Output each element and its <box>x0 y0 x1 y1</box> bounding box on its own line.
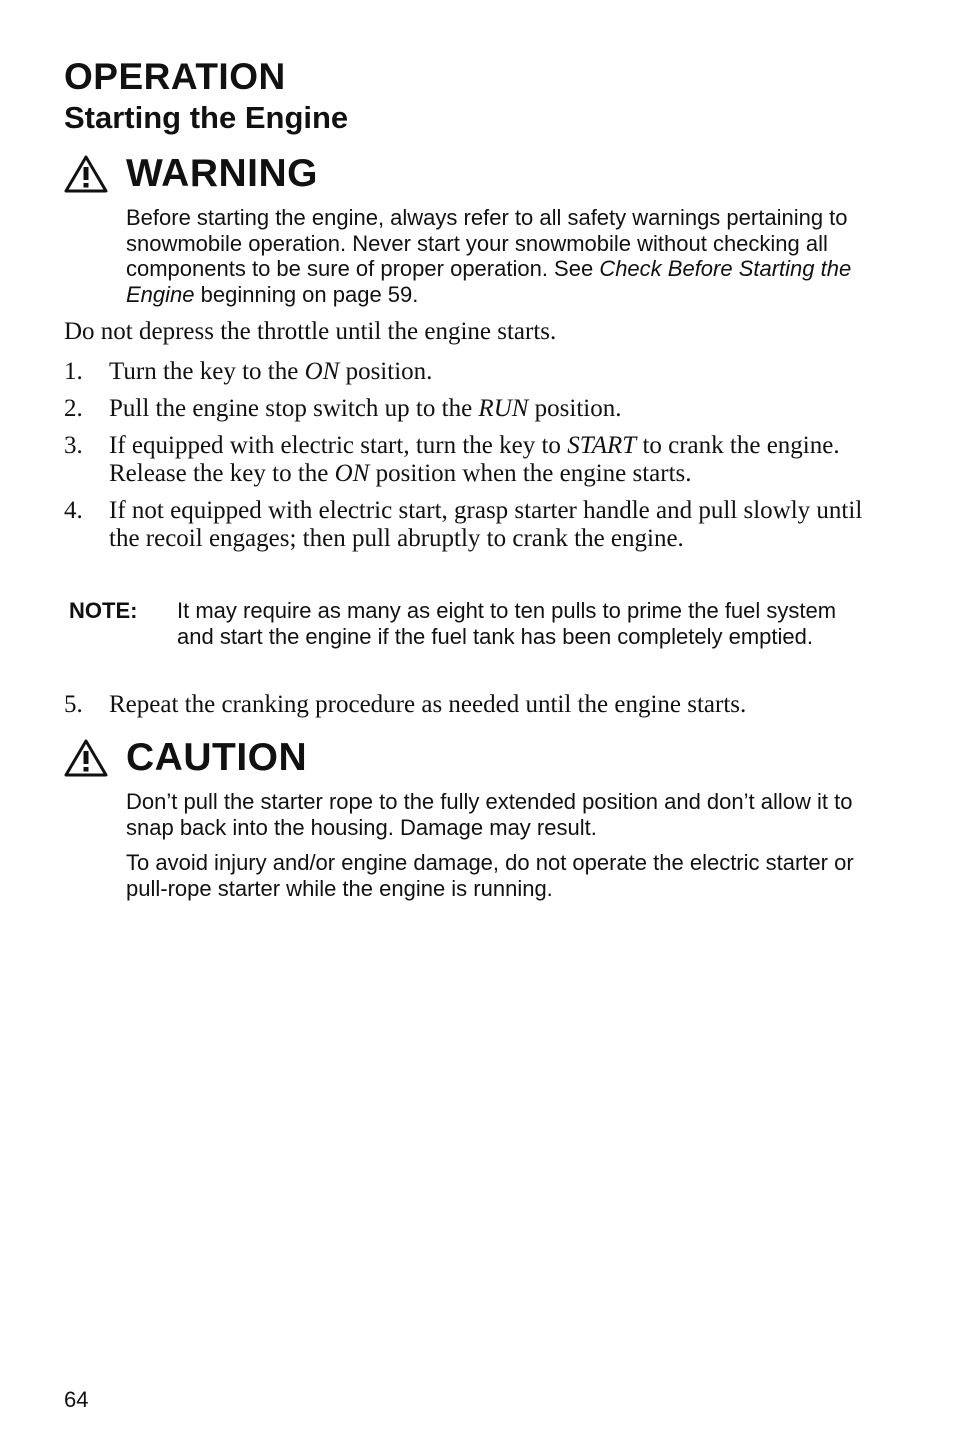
note-block <box>69 598 869 649</box>
section-title: OPERATION <box>64 56 286 97</box>
step-text: If equipped with electric start, turn the key to START to crank the engine. Release the key to the ON position when the engine starts. <box>109 432 840 487</box>
step-text: Turn the key to the ON position. <box>109 358 433 385</box>
list-item <box>64 497 874 553</box>
caution-body <box>126 789 871 901</box>
step-number: 5. <box>64 691 83 718</box>
list-item <box>64 691 874 719</box>
page-number: 64 <box>64 1387 89 1412</box>
step-number: 1. <box>64 358 83 385</box>
step-text: Pull the engine stop switch up to the RUN position. <box>109 395 622 422</box>
step-number: 3. <box>64 432 83 459</box>
warning-text: Before starting the engine, always refer to all safety warnings pertaining to snowmobile operation. Never start your snowmobile without checking all components to be sure of proper operation. See Check Before Starting the Engine beginning on page 59. <box>126 205 852 307</box>
warning-label: WARNING <box>126 152 318 195</box>
warning-triangle-icon <box>64 155 108 193</box>
step-number: 4. <box>64 497 83 524</box>
step-number: 2. <box>64 395 83 422</box>
caution-triangle-icon <box>64 739 108 777</box>
caution-header <box>64 736 307 780</box>
caution-paragraph: Don’t pull the starter rope to the fully extended position and don’t allow it to snap back into the housing. Damage may result. <box>126 789 853 840</box>
caution-paragraph: To avoid injury and/or engine damage, do not operate the electric starter or pull-rope starter while the engine is running. <box>126 850 854 901</box>
subsection-title: Starting the Engine <box>64 100 349 135</box>
list-item <box>64 432 874 488</box>
list-item <box>64 395 874 423</box>
step-text: If not equipped with electric start, grasp starter handle and pull slowly until the recoil engages; then pull abruptly to crank the engine. <box>109 497 863 552</box>
warning-text-reference: Check Before Starting the Engine <box>126 256 852 307</box>
intro-text: Do not depress the throttle until the engine starts. <box>64 318 557 345</box>
warning-body <box>126 205 871 307</box>
list-item <box>64 358 874 386</box>
warning-header <box>64 152 318 196</box>
caution-label: CAUTION <box>126 736 308 779</box>
note-text: It may require as many as eight to ten pulls to prime the fuel system and start the engine if the fuel tank has been completely emptied. <box>177 598 837 649</box>
step-text: Repeat the cranking procedure as needed until the engine starts. <box>109 691 747 718</box>
steps-list <box>64 358 874 562</box>
note-label: NOTE: <box>69 598 138 623</box>
steps-list-continued <box>64 691 874 728</box>
